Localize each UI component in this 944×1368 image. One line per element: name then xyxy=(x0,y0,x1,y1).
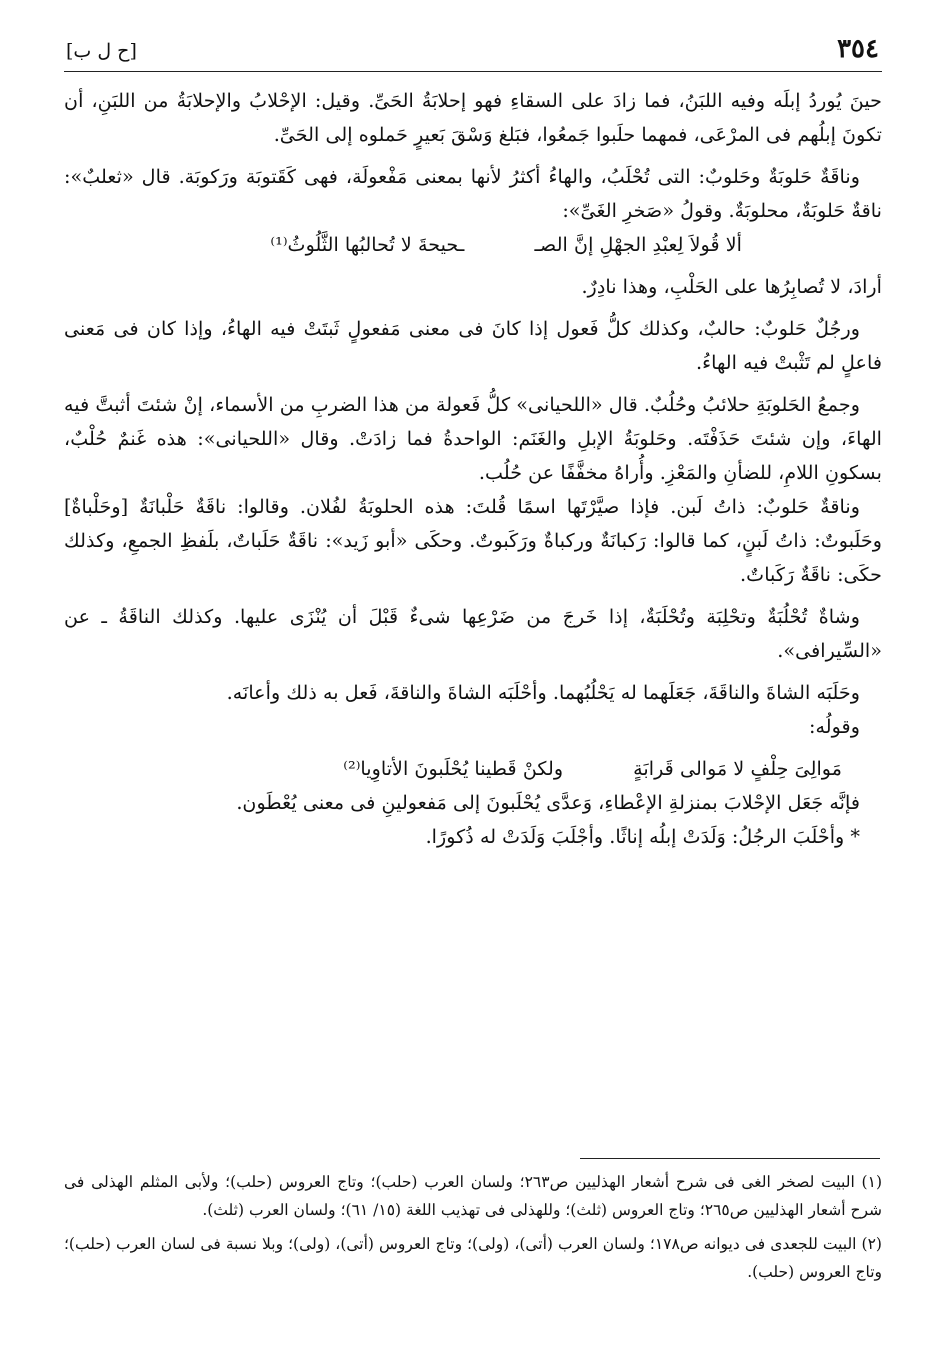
paragraph-5: وجمعُ الحَلوبَةِ حلائبُ وحُلُبٌ. قال «اللحيانى» كلُّ فَعولة من هذا الضربِ من الأسماء، إنْ شئتَ أثبتَّ فيه الهاءَ، وإن شئتَ حَذَفْتَه. وحَلوبَةُ الإبلِ والغَنَم: الواحدةُ فما زادَتْ. وقال «اللحيانى»: هذه غَنمٌ حُلْبٌ، بسكونِ اللامِ، للضأنِ والمَعْزِ. وأُراهُ مخفَّفًا عن حُلُب. xyxy=(64,393,882,484)
main-text xyxy=(64,84,882,854)
paragraph-3: أرادَ، لا تُصابِرُها على الحَلْبِ، وهذا نادِرٌ. xyxy=(581,275,882,298)
footnotes xyxy=(64,1168,882,1292)
footnote-rule xyxy=(580,1158,880,1159)
paragraph-7: وشاةٌ تُحْلُبَةٌ وتحْلِبَة وتُحْلَبَةٌ، إذا خَرجَ من ضَرْعِها شىءٌ قَبْلَ أن يُنْزَى عليها. وكذلك الناقَةُ ـ عن «السِّيرافى». xyxy=(64,605,882,662)
verse-1-second-hemistich: ـحيحةَ لا تُحالبُها الثَّلُوثُ⁽¹⁾ xyxy=(270,233,465,256)
verse-2-second-hemistich: ولكنْ قَطينا يُحْلَبونَ الأتاوِيا⁽²⁾ xyxy=(343,757,564,780)
paragraph-11: * وأحْلَبَ الرجُلُ: وَلَدَتْ إبلُه إناثًا. وأجْلَبَ وَلَدَتْ له ذُكورًا. xyxy=(425,825,860,848)
verse-2-first-hemistich: مَوالِىَ حِلْفٍ لا مَوالى قَرابَةٍ xyxy=(633,757,842,780)
header-rule xyxy=(64,71,882,72)
paragraph-6: وناقةٌ حَلوبٌ: ذاتُ لَبن. فإذا صيَّرْتَها اسمًا قُلتَ: هذه الحلوبَةُ لفُلان. وقالوا: ناقَةٌ حَلْبانَةٌ [وحَلْباةٌ] وحَلَبوتٌ: ذاتُ لَبنٍ، كما قالوا: رَكبانَةٌ وركباةٌ ورَكَبوتٌ. وحكَى «أبو زَيد»: ناقَةٌ حَلَباتٌ، بلَفظِ الجمعِ، وكذلك حكَى: ناقَةٌ رَكَباتٌ. xyxy=(64,495,882,586)
footnote-1: (١) البيت لصخر الغى فى شرح أشعار الهذليين ص٢٦٣؛ ولسان العرب (حلب)؛ وتاج العروس (حلب)؛ ولأبى المثلم الهذلى فى شرح أشعار الهذليين ص٢٦٥؛ وتاج العروس (ثلث)؛ وللهذلى فى تهذيب اللغة (١٥/ ٦١)؛ ولسان العرب (ثلث). xyxy=(64,1173,882,1219)
paragraph-9: وقولُه: xyxy=(809,715,860,738)
paragraph-10: فإنَّه جَعَل الإحْلابَ بمنزلةِ الإعْطاءِ، وَعدَّى يُحْلَبونَ إلى مَفعولينِ فى معنى يُعْطَون. xyxy=(236,791,860,814)
running-head: [ح ل ب] xyxy=(66,40,137,62)
verse-1-first-hemistich: ألا قُولاَ لِعبْدِ الجهْلِ إنَّ الصـ xyxy=(534,233,742,256)
paragraph-8: وحَلَبَه الشاةَ والناقَةَ، جَعَلَهما له يَحْلُبُهما. وأحْلَبَه الشاةَ والناقةَ، فَعل به ذلك وأعانَه. xyxy=(226,681,860,704)
paragraph-1: حينَ يُوردُ إبلَه وفيه اللبَنُ، فما زادَ على السقاءِ فهو إحلابَةُ الحَىِّ. وقيل: الإحْلابُ والإحلابَةُ من اللبَنِ، أن تكونَ إبلُهم فى المرْعَى، فمهما حلَبوا جَمعُوا، فبَلغ وَسْقَ بَعيرٍ حَملوه إلى الحَىِّ. xyxy=(64,89,882,146)
verse-1 xyxy=(0,228,882,262)
verse-2 xyxy=(24,752,882,786)
paragraph-2: وناقَةٌ حَلوبَةٌ وحَلوبٌ: التى تُحْلَبُ، والهاءُ أكثرُ لأنها بمعنى مَفْعولَة، فهى كَقَتوبَة ورَكوبَة. قال «ثعلبٌ»: ناقةٌ حَلوبَةٌ، محلوبَةٌ. وقولُ «صَخرِ الغَىِّ»: xyxy=(64,165,882,222)
page-header xyxy=(66,34,879,70)
paragraph-4: ورجُلٌ حَلوبٌ: حالبٌ، وكذلك كلُّ فَعول إذا كانَ فى معنى مَفعولٍ ثَبتَتْ فيه الهاءُ، وإذا كان فى مَعنى فاعلٍ لم تَثْبتْ فيه الهاءُ. xyxy=(64,317,882,374)
page-number: ٣٥٤ xyxy=(837,34,879,64)
footnote-2: (٢) البيت للجعدى فى ديوانه ص١٧٨؛ ولسان العرب (أتى)، (ولى)؛ وتاج العروس (أتى)، (ولى)؛ وبلا نسبة فى لسان العرب (حلب)؛ وتاج العروس (حلب). xyxy=(64,1235,882,1281)
